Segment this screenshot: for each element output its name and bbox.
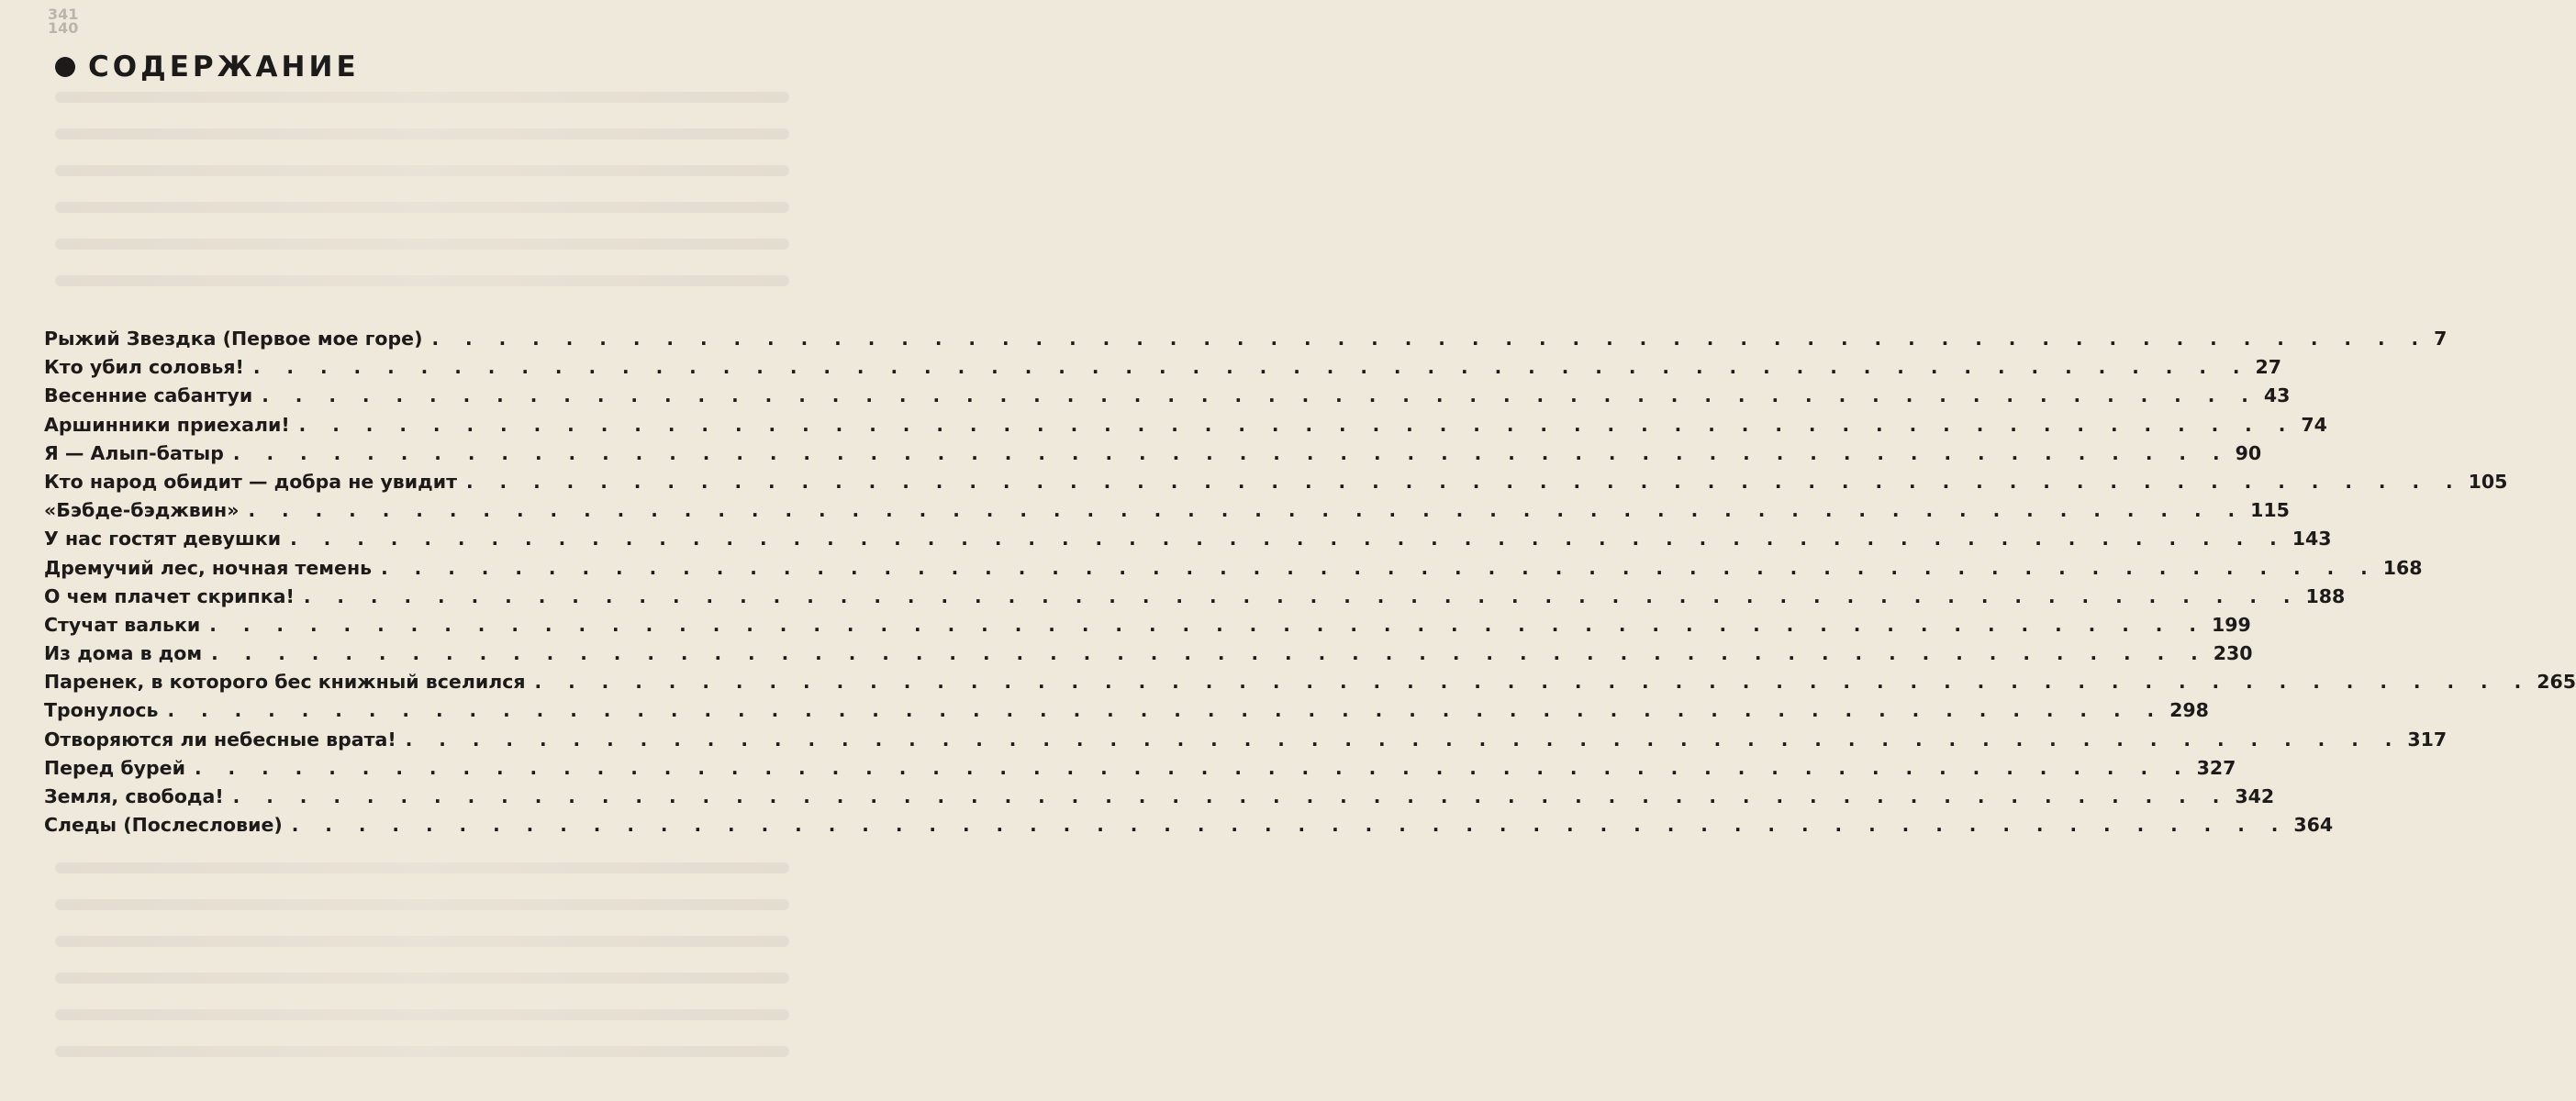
toc-entry xyxy=(44,384,2291,413)
dot-leader: . . . . . . . . . . . . . . . . . . . . . . . . . . . . . . . . . . . . . . . . . . . . . . . . . . . . . . . . . . . . xyxy=(381,556,2378,579)
toc-entry-title: У нас гостят девушки xyxy=(44,528,282,550)
toc-entry-page: 105 xyxy=(2468,470,2508,493)
toc-entry-title: Аршинники приехали! xyxy=(44,413,290,436)
dot-leader: . . . . . . . . . . . . . . . . . . . . . . . . . . . . . . . . . . . . . . . . . . . . . . . . . . . . . . . . . . . . xyxy=(431,328,2429,350)
dot-leader: . . . . . . . . . . . . . . . . . . . . . . . . . . . . . . . . . . . . . . . . . . . . . . . . . . . . . . . . . . . . xyxy=(209,613,2206,636)
toc-entry xyxy=(44,785,2275,814)
toc-entry-page: 327 xyxy=(2196,756,2236,779)
toc-entry-title: Паренек, в которого бес книжный вселился xyxy=(44,671,526,694)
toc-entry xyxy=(44,413,2327,442)
toc-entry-title: Весенние сабантуи xyxy=(44,384,253,407)
contents-header xyxy=(55,50,360,83)
toc-entry-title: Из дома в дом xyxy=(44,642,203,665)
toc-entry xyxy=(44,328,2448,356)
dot-leader: . . . . . . . . . . . . . . . . . . . . . . . . . . . . . . . . . . . . . . . . . . . . . . . . . . . . . . . . . . . . xyxy=(252,356,2250,379)
dot-leader: . . . . . . . . . . . . . . . . . . . . . . . . . . . . . . . . . . . . . . . . . . . . . . . . . . . . . . . . . . . . xyxy=(290,528,2287,550)
dot-leader: . . . . . . . . . . . . . . . . . . . . . . . . . . . . . . . . . . . . . . . . . . . . . . . . . . . . . . . . . . . . xyxy=(405,728,2403,751)
dot-leader: . . . . . . . . . . . . . . . . . . . . . . . . . . . . . . . . . . . . . . . . . . . . . . . . . . . . . . . . . . . . xyxy=(534,671,2532,694)
toc-entry-page: 298 xyxy=(2169,699,2209,722)
toc-entry-title: О чем плачет скрипка! xyxy=(44,584,295,607)
toc-entry-title: Земля, свобода! xyxy=(44,785,224,807)
toc-entry-page: 143 xyxy=(2292,528,2332,550)
toc-entry xyxy=(44,356,2282,384)
toc-entry xyxy=(44,441,2262,471)
toc-entry xyxy=(44,814,2334,842)
toc-entry-page: 90 xyxy=(2235,441,2262,464)
faint-page-number: 341 xyxy=(48,6,79,23)
dot-leader: . . . . . . . . . . . . . . . . . . . . . . . . . . . . . . . . . . . . . . . . . . . . . . . . . . . . . . . . . . . . xyxy=(291,814,2289,837)
toc-entry-title: «Бэбде-бэджвин» xyxy=(44,499,240,522)
toc-entry-title: Перед бурей xyxy=(44,756,185,779)
toc-entry xyxy=(44,756,2236,785)
toc-entry-title: Следы (Послесловие) xyxy=(44,814,283,837)
toc-entry-title: Рыжий Звездка (Первое мое горе) xyxy=(44,328,423,350)
faint-page-numbers xyxy=(48,7,78,35)
toc-entry-page: 115 xyxy=(2250,499,2290,522)
toc-entry-title: Тронулось xyxy=(44,699,159,722)
dot-leader: . . . . . . . . . . . . . . . . . . . . . . . . . . . . . . . . . . . . . . . . . . . . . . . . . . . . . . . . . . . . xyxy=(262,384,2258,407)
dot-leader: . . . . . . . . . . . . . . . . . . . . . . . . . . . . . . . . . . . . . . . . . . . . . . . . . . . . . . . . . . . . xyxy=(211,642,2208,665)
dot-leader: . . . . . . . . . . . . . . . . . . . . . . . . . . . . . . . . . . . . . . . . . . . . . . . . . . . . . . . . . . . . xyxy=(303,584,2301,607)
table-of-contents xyxy=(44,328,2576,842)
toc-entry xyxy=(44,470,2508,499)
toc-entry-page: 43 xyxy=(2263,384,2291,407)
toc-entry-page: 168 xyxy=(2382,556,2423,579)
toc-entry-page: 230 xyxy=(2213,642,2253,665)
toc-entry-page: 199 xyxy=(2211,613,2251,636)
toc-entry xyxy=(44,699,2209,728)
toc-entry xyxy=(44,556,2423,585)
toc-entry-page: 342 xyxy=(2235,785,2275,807)
toc-entry-page: 317 xyxy=(2407,728,2448,751)
toc-entry xyxy=(44,728,2448,757)
toc-entry-title: Кто убил соловья! xyxy=(44,356,244,379)
dot-leader: . . . . . . . . . . . . . . . . . . . . . . . . . . . . . . . . . . . . . . . . . . . . . . . . . . . . . . . . . . . . xyxy=(465,470,2463,493)
toc-entry-page: 188 xyxy=(2305,584,2346,607)
toc-entry-page: 364 xyxy=(2293,814,2334,837)
toc-entry-title: Стучат вальки xyxy=(44,613,201,636)
toc-entry-page: 74 xyxy=(2301,413,2327,436)
toc-entry xyxy=(44,642,2253,671)
dot-leader: . . . . . . . . . . . . . . . . . . . . . . . . . . . . . . . . . . . . . . . . . . . . . . . . . . . . . . . . . . . . xyxy=(298,413,2296,436)
toc-entry xyxy=(44,613,2251,642)
dot-leader: . . . . . . . . . . . . . . . . . . . . . . . . . . . . . . . . . . . . . . . . . . . . . . . . . . . . . . . . . . . . xyxy=(232,785,2230,807)
bullet-icon xyxy=(55,57,75,77)
toc-entry-page: 7 xyxy=(2434,328,2448,350)
toc-entry xyxy=(44,671,2576,699)
page-title: СОДЕРЖАНИЕ xyxy=(88,50,360,83)
toc-entry-title: Кто народ обидит — добра не увидит xyxy=(44,470,457,493)
toc-entry-page: 265 xyxy=(2537,671,2576,694)
faint-page-number: 140 xyxy=(48,19,79,37)
dot-leader: . . . . . . . . . . . . . . . . . . . . . . . . . . . . . . . . . . . . . . . . . . . . . . . . . . . . . . . . . . . . xyxy=(248,499,2246,522)
toc-entry xyxy=(44,499,2290,528)
toc-entry-title: Дремучий лес, ночная темень xyxy=(44,556,373,579)
toc-entry xyxy=(44,584,2346,614)
toc-entry-page: 27 xyxy=(2255,356,2282,379)
dot-leader: . . . . . . . . . . . . . . . . . . . . . . . . . . . . . . . . . . . . . . . . . . . . . . . . . . . . . . . . . . . . xyxy=(232,441,2230,464)
toc-entry-title: Отворяются ли небесные врата! xyxy=(44,728,396,751)
dot-leader: . . . . . . . . . . . . . . . . . . . . . . . . . . . . . . . . . . . . . . . . . . . . . . . . . . . . . . . . . . . . xyxy=(194,756,2191,779)
toc-entry xyxy=(44,528,2332,556)
dot-leader: . . . . . . . . . . . . . . . . . . . . . . . . . . . . . . . . . . . . . . . . . . . . . . . . . . . . . . . . . . . . xyxy=(167,699,2165,722)
toc-entry-title: Я — Алып-батыр xyxy=(44,441,224,464)
